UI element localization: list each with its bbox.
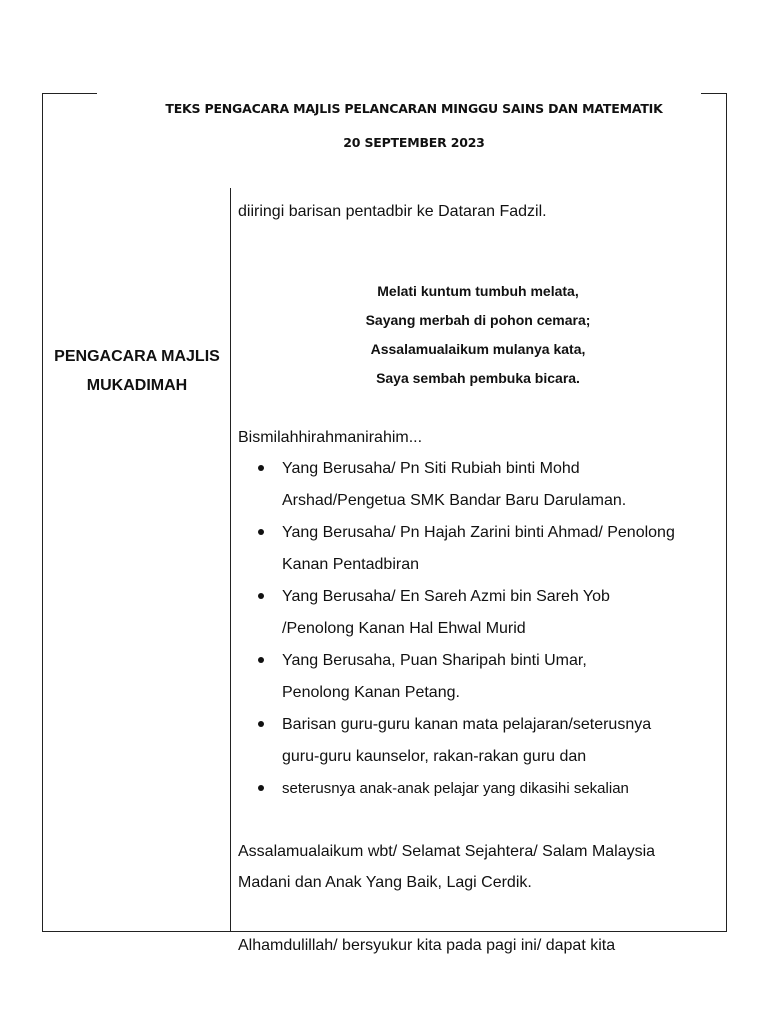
list-item-line: Barisan guru-guru kanan mata pelajaran/seterusnya — [282, 716, 652, 733]
list-item — [238, 709, 723, 772]
table-border-top-right — [701, 93, 726, 94]
list-item-line: Yang Berusaha/ Pn Siti Rubiah binti Mohd — [282, 460, 580, 477]
list-item — [238, 453, 723, 516]
intro-text: diiringi barisan pentadbir ke Dataran Fadzil. — [238, 203, 547, 220]
list-item-line: Yang Berusaha/ Pn Hajah Zarini binti Ahmad/ Penolong — [282, 524, 675, 541]
document-title: TEKS PENGACARA MAJLIS PELANCARAN MINGGU SAINS DAN MATEMATIK — [165, 101, 663, 116]
bullet-icon — [258, 785, 264, 791]
greeting-line: Madani dan Anak Yang Baik, Lagi Cerdik. — [238, 874, 532, 891]
salutation-list — [238, 453, 723, 806]
pantun-line: Saya sembah pembuka bicara. — [376, 370, 580, 386]
bullet-icon — [258, 657, 264, 663]
bullet-icon — [258, 721, 264, 727]
pantun-verse — [238, 277, 718, 393]
bismillah-text: Bismilahhirahmanirahim... — [238, 429, 423, 446]
list-item — [238, 773, 723, 805]
list-item-line: /Penolong Kanan Hal Ehwal Murid — [282, 619, 526, 637]
role-label-line-2: MUKADIMAH — [86, 377, 188, 394]
list-item-line: guru-guru kaunselor, rakan-rakan guru dan — [282, 747, 587, 765]
bullet-icon — [258, 593, 264, 599]
greeting-text — [238, 836, 655, 898]
list-item-line: Yang Berusaha, Puan Sharipah binti Umar, — [282, 652, 587, 669]
closing-text: Alhamdulillah/ bersyukur kita pada pagi ini/ dapat kita — [238, 937, 616, 954]
role-label-line-1: PENGACARA MAJLIS — [54, 348, 220, 365]
list-item-line: seterusnya anak-anak pelajar yang dikasihi sekalian — [282, 780, 629, 797]
table-border-right — [726, 93, 727, 931]
list-item — [238, 645, 723, 708]
table-border-top-left — [42, 93, 97, 94]
list-item-line: Arshad/Pengetua SMK Bandar Baru Darulaman. — [282, 491, 627, 509]
table-border-left — [42, 93, 43, 931]
column-divider — [230, 188, 231, 932]
list-item-line: Kanan Pentadbiran — [282, 555, 419, 573]
pantun-line: Sayang merbah di pohon cemara; — [365, 312, 591, 328]
greeting-line: Assalamualaikum wbt/ Selamat Sejahtera/ Salam Malaysia — [238, 843, 656, 860]
bullet-icon — [258, 465, 264, 471]
list-item-line: Yang Berusaha/ En Sareh Azmi bin Sareh Yob — [282, 588, 610, 605]
list-item — [238, 581, 723, 644]
list-item-line: Penolong Kanan Petang. — [282, 683, 460, 701]
role-label — [44, 342, 230, 400]
bullet-icon — [258, 529, 264, 535]
list-item — [238, 517, 723, 580]
document-date: 20 SEPTEMBER 2023 — [343, 135, 485, 150]
pantun-line: Melati kuntum tumbuh melata, — [377, 283, 579, 299]
pantun-line: Assalamualaikum mulanya kata, — [370, 341, 586, 357]
